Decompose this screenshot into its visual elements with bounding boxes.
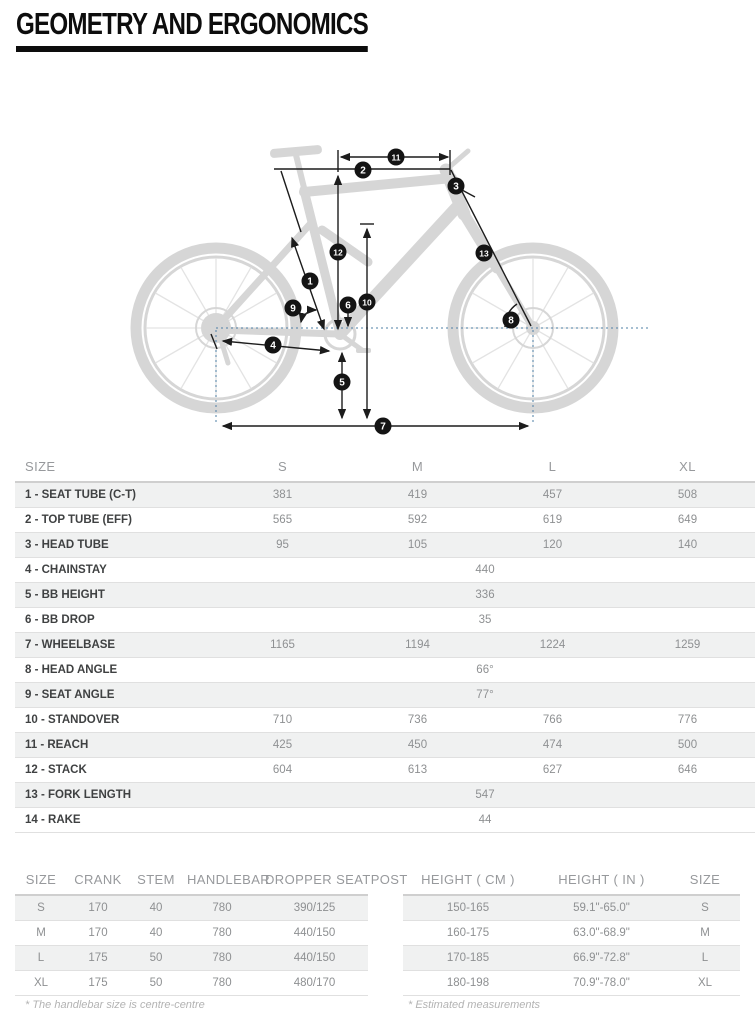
cell-value: 480/170 (261, 970, 368, 995)
svg-text:10: 10 (362, 297, 372, 308)
table-row (15, 682, 755, 707)
cell-value: 140 (620, 532, 755, 557)
marker-7 (375, 418, 392, 435)
geometry-header-row (15, 453, 755, 482)
svg-text:12: 12 (333, 247, 343, 258)
row-label: 7 - WHEELBASE (15, 632, 215, 657)
cell-value: 105 (350, 532, 485, 557)
cell-height-cm: 160-175 (403, 920, 533, 945)
cell-value: 170 (67, 895, 129, 920)
cell-size: M (670, 920, 740, 945)
cell-value-span: 66° (215, 657, 755, 682)
marker-11 (388, 149, 405, 166)
cell-value: 175 (67, 970, 129, 995)
cell-value: 440/150 (261, 920, 368, 945)
table-row (403, 970, 740, 995)
cell-value: 40 (129, 895, 183, 920)
cell-value: 175 (67, 945, 129, 970)
cell-value: 500 (620, 732, 755, 757)
cell-value: 780 (183, 970, 261, 995)
geometry-header-l: L (485, 453, 620, 482)
cell-value: 1194 (350, 632, 485, 657)
marker-9 (285, 300, 302, 317)
row-label: 3 - HEAD TUBE (15, 532, 215, 557)
table-row (15, 732, 755, 757)
cell-value: 381 (215, 482, 350, 507)
cell-value: 170 (67, 920, 129, 945)
table-row (15, 582, 755, 607)
table-row (15, 532, 755, 557)
cell-size: XL (15, 970, 67, 995)
table-row (15, 607, 755, 632)
cell-height-in: 63.0"-68.9" (533, 920, 670, 945)
table-row (15, 970, 368, 995)
cell-value-span: 336 (215, 582, 755, 607)
svg-text:7: 7 (380, 421, 386, 433)
cell-value: 613 (350, 757, 485, 782)
cell-height-cm: 170-185 (403, 945, 533, 970)
table-row (403, 945, 740, 970)
components-header-dropper: DROPPER SEATPOST (261, 866, 368, 895)
table-row (15, 945, 368, 970)
svg-text:9: 9 (290, 303, 296, 315)
cell-value: 1165 (215, 632, 350, 657)
row-label: 11 - REACH (15, 732, 215, 757)
cell-value: 619 (485, 507, 620, 532)
cell-value: 646 (620, 757, 755, 782)
cell-value: 604 (215, 757, 350, 782)
row-label: 6 - BB DROP (15, 607, 215, 632)
cell-value-span: 440 (215, 557, 755, 582)
cell-size: M (15, 920, 67, 945)
cell-value: 1224 (485, 632, 620, 657)
components-header-row (15, 866, 368, 895)
marker-3 (448, 178, 465, 195)
row-label: 5 - BB HEIGHT (15, 582, 215, 607)
cell-value: 40 (129, 920, 183, 945)
svg-text:8: 8 (508, 315, 514, 327)
svg-text:2: 2 (360, 165, 366, 177)
geometry-header-xl: XL (620, 453, 755, 482)
cell-value: 425 (215, 732, 350, 757)
marker-5 (334, 374, 351, 391)
marker-13 (476, 245, 493, 262)
cell-value: 508 (620, 482, 755, 507)
sizing-header-row (403, 866, 740, 895)
cell-value: 419 (350, 482, 485, 507)
components-header-crank: CRANK (67, 866, 129, 895)
svg-text:3: 3 (453, 181, 459, 193)
sizing-header-size: SIZE (670, 866, 740, 895)
table-row (15, 557, 755, 582)
table-row (15, 507, 755, 532)
table-row (15, 482, 755, 507)
cell-height-in: 59.1"-65.0" (533, 895, 670, 920)
cell-size: L (670, 945, 740, 970)
cell-value: 450 (350, 732, 485, 757)
cell-size: S (670, 895, 740, 920)
measurements-footnote: * Estimated measurements (408, 999, 541, 1011)
marker-2 (355, 162, 372, 179)
table-row (15, 757, 755, 782)
row-label: 9 - SEAT ANGLE (15, 682, 215, 707)
row-label: 14 - RAKE (15, 807, 215, 832)
marker-4 (265, 337, 282, 354)
cell-value: 736 (350, 707, 485, 732)
row-label: 1 - SEAT TUBE (C-T) (15, 482, 215, 507)
rider-sizing-table (403, 866, 740, 996)
geometry-header-m: M (350, 453, 485, 482)
cell-height-cm: 150-165 (403, 895, 533, 920)
cell-value: 120 (485, 532, 620, 557)
cell-value: 95 (215, 532, 350, 557)
geometry-header-s: S (215, 453, 350, 482)
marker-8 (503, 312, 520, 329)
svg-text:13: 13 (479, 248, 489, 259)
marker-1 (302, 273, 319, 290)
cell-value-span: 44 (215, 807, 755, 832)
cell-value: 627 (485, 757, 620, 782)
cell-height-in: 70.9"-78.0" (533, 970, 670, 995)
cell-size: L (15, 945, 67, 970)
svg-text:11: 11 (391, 152, 401, 163)
table-row (15, 807, 755, 832)
cell-value: 50 (129, 970, 183, 995)
table-row (15, 782, 755, 807)
table-row (15, 895, 368, 920)
row-label: 13 - FORK LENGTH (15, 782, 215, 807)
cell-size: XL (670, 970, 740, 995)
cell-value: 1259 (620, 632, 755, 657)
table-row (15, 632, 755, 657)
cell-value: 780 (183, 920, 261, 945)
page-title: GEOMETRY AND ERGONOMICS (16, 8, 368, 52)
cell-value: 50 (129, 945, 183, 970)
cell-height-cm: 180-198 (403, 970, 533, 995)
cell-value-span: 35 (215, 607, 755, 632)
handlebar-footnote: * The handlebar size is centre-centre (25, 999, 205, 1011)
sizing-header-height-cm: HEIGHT ( CM ) (403, 866, 533, 895)
cell-value: 766 (485, 707, 620, 732)
cell-value: 592 (350, 507, 485, 532)
cell-value-span: 547 (215, 782, 755, 807)
svg-text:1: 1 (307, 276, 313, 288)
geometry-header-size: SIZE (15, 453, 215, 482)
cell-value: 780 (183, 945, 261, 970)
geometry-table (15, 453, 755, 833)
svg-text:4: 4 (270, 340, 276, 352)
row-label: 10 - STANDOVER (15, 707, 215, 732)
components-table (15, 866, 408, 996)
cell-value-span: 77° (215, 682, 755, 707)
row-label: 2 - TOP TUBE (EFF) (15, 507, 215, 532)
components-header-stem: STEM (129, 866, 183, 895)
row-label: 4 - CHAINSTAY (15, 557, 215, 582)
bike-geometry-diagram (0, 0, 755, 450)
components-header-handlebar: HANDLEBAR (183, 866, 261, 895)
cell-value: 780 (183, 895, 261, 920)
table-row (15, 707, 755, 732)
cell-value: 474 (485, 732, 620, 757)
sizing-header-height-in: HEIGHT ( IN ) (533, 866, 670, 895)
cell-value: 710 (215, 707, 350, 732)
table-row (403, 920, 740, 945)
cell-value: 390/125 (261, 895, 368, 920)
cell-value: 649 (620, 507, 755, 532)
row-label: 12 - STACK (15, 757, 215, 782)
table-row (15, 657, 755, 682)
components-header-size: SIZE (15, 866, 67, 895)
cell-height-in: 66.9"-72.8" (533, 945, 670, 970)
marker-12 (330, 244, 347, 261)
row-label: 8 - HEAD ANGLE (15, 657, 215, 682)
cell-value: 440/150 (261, 945, 368, 970)
svg-text:5: 5 (339, 377, 345, 389)
svg-text:6: 6 (345, 300, 351, 312)
cell-size: S (15, 895, 67, 920)
table-row (403, 895, 740, 920)
cell-value: 776 (620, 707, 755, 732)
marker-10 (359, 294, 376, 311)
table-row (15, 920, 368, 945)
cell-value: 457 (485, 482, 620, 507)
cell-value: 565 (215, 507, 350, 532)
marker-6 (340, 297, 357, 314)
